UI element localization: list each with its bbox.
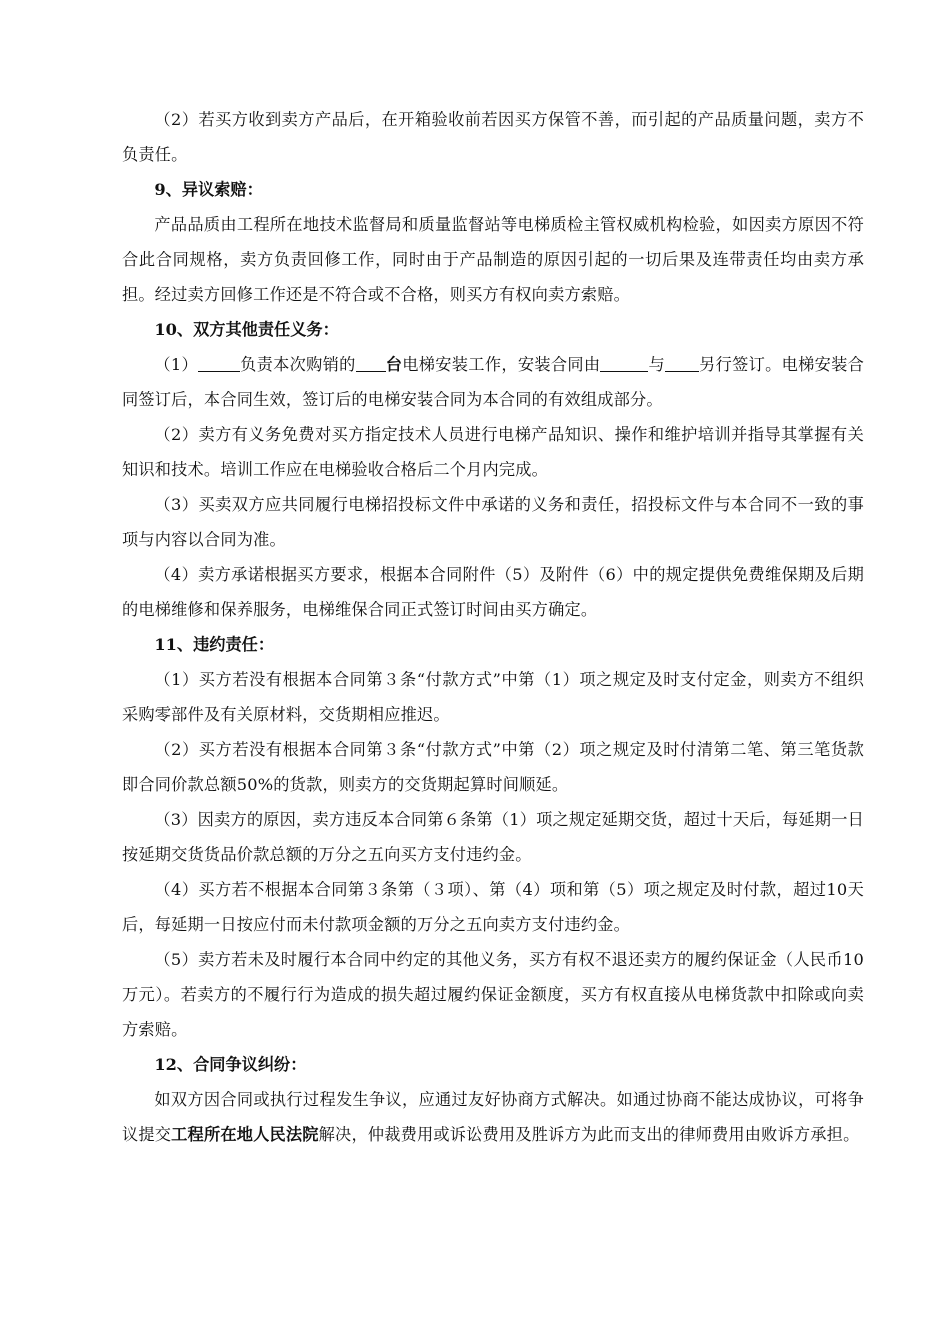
s9-heading: 9、异议索赔： xyxy=(154,180,263,199)
s10-clause-1-text-c: 与 xyxy=(648,355,665,374)
blank-installer xyxy=(198,355,240,372)
s10-clause-1-text-b: 电梯安装工作，安装合同由 xyxy=(402,355,601,374)
s11-clause-4: （4）买方若不根据本合同第３条第（３项）、第（4）项和第（5）项之规定及时付款，超过10天后，每延期一日按应付而未付款项金额的万分之五向卖方支付违约金。 xyxy=(122,880,864,934)
s12-body xyxy=(122,1082,864,1152)
s8-clause-2: （2）若买方收到卖方产品后，在开箱验收前若因买方保管不善，而引起的产品质量问题，卖方不负责任。 xyxy=(122,110,864,164)
s10-clause-1-text-d: 另行签订。电梯安装合同签订后，本合同生效，签订后的电梯安装合同为本合同的有效组成部分。 xyxy=(122,355,865,409)
s11-clause-5: （5）卖方若未及时履行本合同中约定的其他义务，买方有权不退还卖方的履约保证金（人民币10万元）。若卖方的不履行行为造成的损失超过履约保证金额度，买方有权直接从电梯货款中扣除或向卖方索赔。 xyxy=(122,950,864,1039)
s11-clause-1: （1）买方若没有根据本合同第３条“付款方式”中第（1）项之规定及时支付定金，则卖方不组织采购零部件及有关原材料，交货期相应推迟。 xyxy=(122,670,864,724)
s11-clause-2: （2）买方若没有根据本合同第３条“付款方式”中第（2）项之规定及时付清第二笔、第三笔货款即合同价款总额50%的货款，则卖方的交货期起算时间顺延。 xyxy=(122,740,864,794)
s12-heading: 12、合同争议纠纷： xyxy=(154,1055,307,1074)
s12-body-text-a: 如双方因合同或执行过程发生争议，应通过友好协商方式解决。如通过协商不能达成协议，可将争议提交 xyxy=(122,1090,864,1144)
blank-party-a xyxy=(600,355,648,372)
s10-clause-1-text-a: 负责本次购销的 xyxy=(240,355,356,374)
s10-clause-3: （3）买卖双方应共同履行电梯招投标文件中承诺的义务和责任，招投标文件与本合同不一致的事项与内容以合同为准。 xyxy=(122,495,864,549)
s10-clause-4: （4）卖方承诺根据买方要求，根据本合同附件（5）及附件（6）中的规定提供免费维保期及后期的电梯维修和保养服务，电梯维保合同正式签订时间由买方确定。 xyxy=(122,565,864,619)
s11-heading: 11、违约责任： xyxy=(154,635,275,654)
s12-body-text-b: 解决，仲裁费用或诉讼费用及胜诉方为此而支出的律师费用由败诉方承担。 xyxy=(318,1125,860,1144)
s11-clause-3: （3）因卖方的原因，卖方违反本合同第６条第（1）项之规定延期交货，超过十天后，每延期一日按延期交货货品价款总额的万分之五向买方支付违约金。 xyxy=(122,810,864,864)
s10-clause-1 xyxy=(122,347,864,417)
s12-court: 工程所在地人民法院 xyxy=(171,1125,319,1144)
blank-unit-count xyxy=(356,355,386,372)
s10-clause-2: （2）卖方有义务免费对买方指定技术人员进行电梯产品知识、操作和维护培训并指导其掌握有关知识和技术。培训工作应在电梯验收合格后二个月内完成。 xyxy=(122,425,864,479)
blank-party-b xyxy=(665,355,699,372)
s10-clause-1-unit: 台 xyxy=(385,355,403,374)
s10-heading: 10、双方其他责任义务： xyxy=(154,320,339,339)
s9-body: 产品品质由工程所在地技术监督局和质量监督站等电梯质检主管权威机构检验，如因卖方原因不符合此合同规格，卖方负责回修工作，同时由于产品制造的原因引起的一切后果及连带责任均由卖方承担。经过卖方回修工作还是不符合或不合格，则买方有权向卖方索赔。 xyxy=(122,215,864,304)
s10-clause-1-number: （1） xyxy=(154,355,199,374)
contract-content xyxy=(122,102,864,1152)
